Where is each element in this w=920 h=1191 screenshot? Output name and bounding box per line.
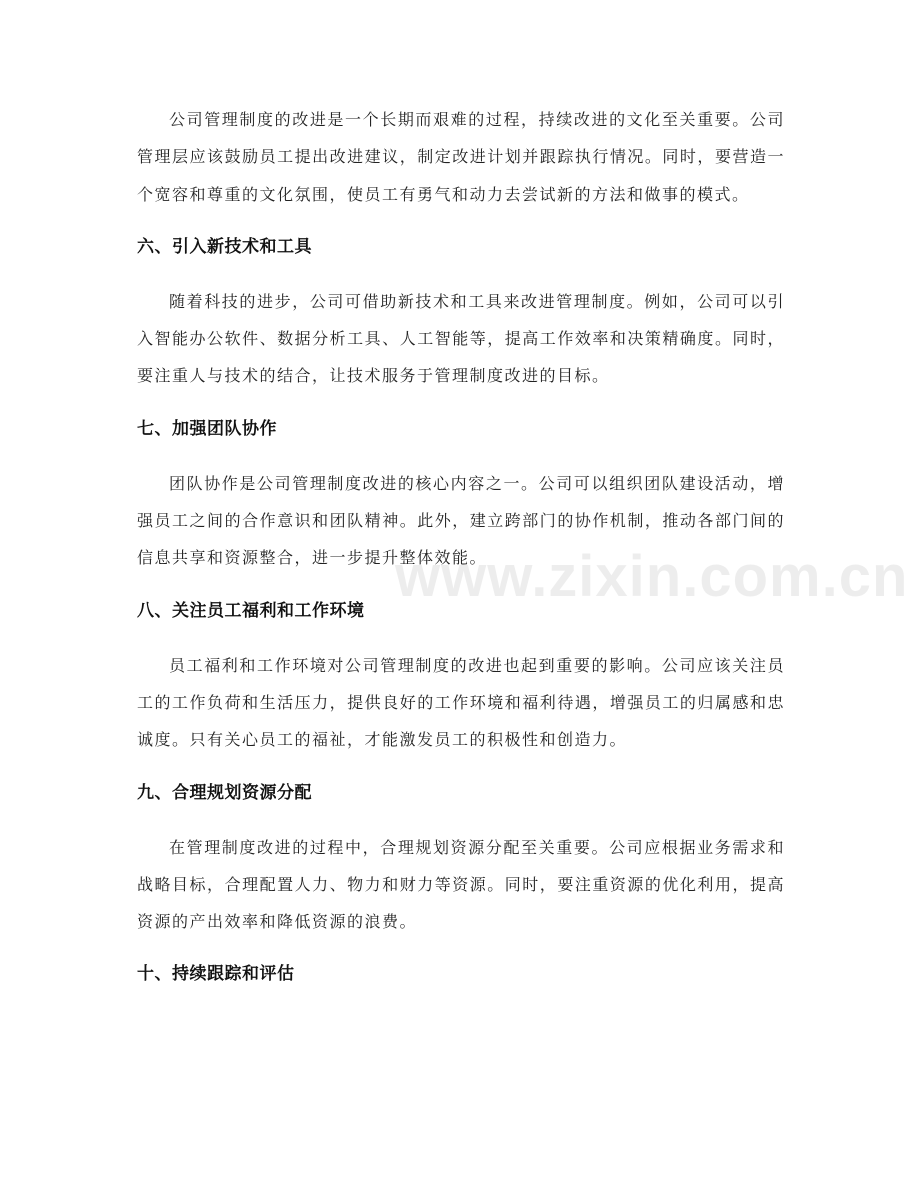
section-heading-9: 九、合理规划资源分配 (137, 782, 312, 803)
section-paragraph-9: 在管理制度改进的过程中，合理规划资源分配至关重要。公司应根据业务需求和战略目标，合理配置人力、物力和财力等资源。同时，要注重资源的优化利用，提高资源的产出效率和降低资源的浪费。 (137, 837, 785, 932)
section-heading-6: 六、引入新技术和工具 (137, 236, 312, 257)
watermark: www.zixin.com.cn (395, 544, 909, 609)
intro-paragraph: 公司管理制度的改进是一个长期而艰难的过程，持续改进的文化至关重要。公司管理层应该鼓励员工提出改进建议，制定改进计划并跟踪执行情况。同时，要营造一个宽容和尊重的文化氛围，使员工有勇气和动力去尝试新的方法和做事的模式。 (137, 110, 785, 204)
section-paragraph-8: 员工福利和工作环境对公司管理制度的改进也起到重要的影响。公司应该关注员工的工作负荷和生活压力，提供良好的工作环境和福利待遇，增强员工的归属感和忠诚度。只有关心员工的福祉，才能激发员工的积极性和创造力。 (137, 655, 785, 750)
section-heading-8: 八、关注员工福利和工作环境 (137, 600, 365, 621)
section-paragraph-6: 随着科技的进步，公司可借助新技术和工具来改进管理制度。例如，公司可以引入智能办公软件、数据分析工具、人工智能等，提高工作效率和决策精确度。同时，要注重人与技术的结合，让技术服务于管理制度改进的目标。 (137, 291, 785, 386)
section-paragraph-7: 团队协作是公司管理制度改进的核心内容之一。公司可以组织团队建设活动，增强员工之间的合作意识和团队精神。此外，建立跨部门的协作机制，推动各部门间的信息共享和资源整合，进一步提升整体效能。 (137, 473, 785, 568)
document-page (137, 101, 785, 986)
section-heading-7: 七、加强团队协作 (137, 418, 277, 439)
section-heading-10: 十、持续跟踪和评估 (137, 964, 295, 985)
